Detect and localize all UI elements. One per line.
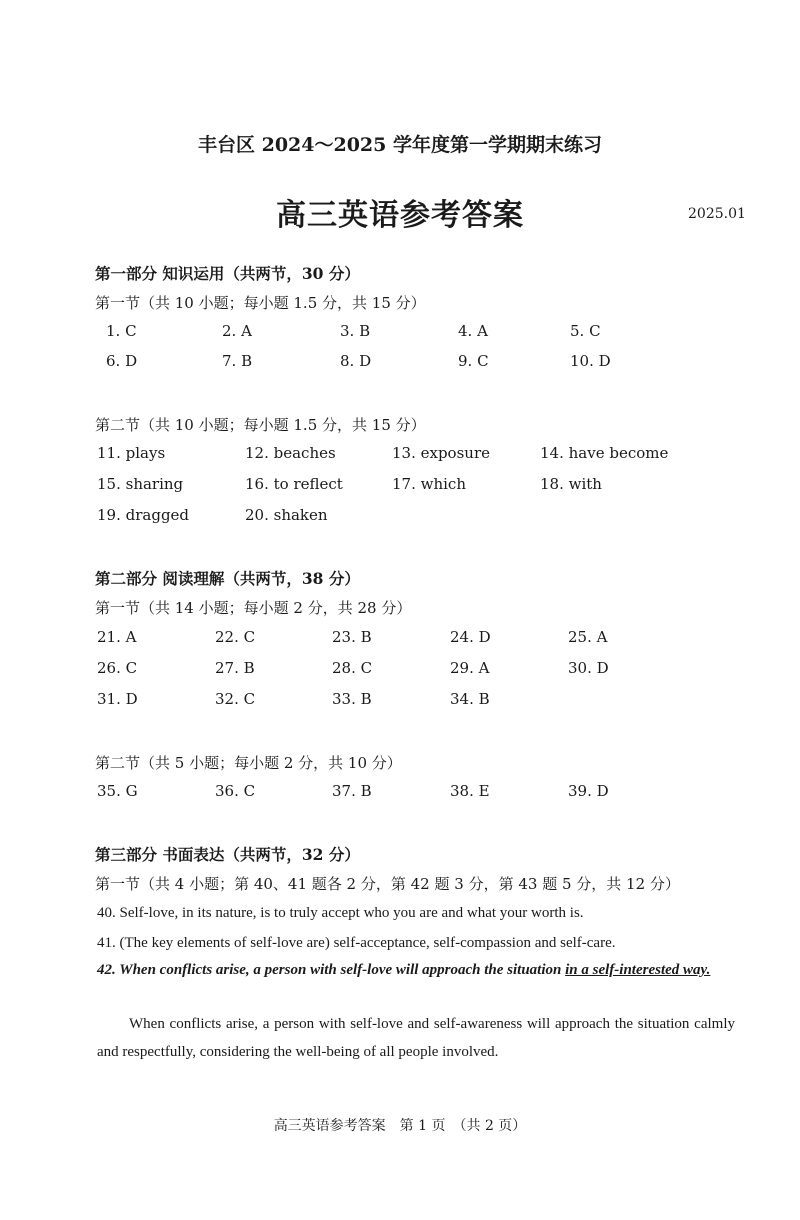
part2-sec2-heading: 第二节（共 5 小题；每小题 2 分，共 10 分） [95,754,402,772]
answer-item: 14. have become [540,444,669,462]
answer-item: 8. D [340,352,372,370]
answer-q40: 40. Self-love, in its nature, is to truly accept who you are and what your worth is. [97,905,584,921]
answer-item: 4. A [458,322,488,340]
part1-heading: 第一部分 知识运用（共两节，30 分） [95,264,360,283]
q42-underlined-phrase: in a self-interested way. [565,962,711,978]
answer-q41: 41. (The key elements of self-love are) self-acceptance, self-compassion and self-care. [97,935,616,951]
answer-item: 18. with [540,475,602,493]
answer-item: 39. D [568,782,609,800]
answer-item: 17. which [392,475,466,493]
answer-item: 23. B [332,628,372,646]
part2-heading: 第二部分 阅读理解（共两节，38 分） [95,569,360,588]
answer-item: 3. B [340,322,371,340]
part3-heading: 第三部分 书面表达（共两节，32 分） [95,845,360,864]
answer-item: 20. shaken [245,506,328,524]
page-footer: 高三英语参考答案 第 1 页 （共 2 页） [273,1118,527,1134]
part1-sec1-heading: 第一节（共 10 小题；每小题 1.5 分，共 15 分） [95,294,426,312]
answer-item: 34. B [450,690,490,708]
answer-item: 32. C [215,690,256,708]
q42-statement: 42. When conflicts arise, a person with self-love will approach the situation [97,962,566,978]
answer-item: 22. C [215,628,256,646]
answer-item: 31. D [97,690,138,708]
part3-sec1-heading: 第一节（共 4 小题；第 40、41 题各 2 分，第 42 题 3 分，第 43 题 5 分，共 12 分） [95,875,680,893]
answer-item: 24. D [450,628,491,646]
answer-item: 29. A [450,659,490,677]
answer-item: 2. A [222,322,252,340]
exam-subtitle: 丰台区 2024～2025 学年度第一学期期末练习 [198,134,602,156]
answer-item: 26. C [97,659,138,677]
answer-item: 37. B [332,782,372,800]
answer-item: 7. B [222,352,253,370]
part2-sec1-heading: 第一节（共 14 小题；每小题 2 分，共 28 分） [95,599,412,617]
answer-item: 36. C [215,782,256,800]
answer-item: 21. A [97,628,137,646]
answer-item: 16. to reflect [245,475,343,493]
answer-item: 35. G [97,782,138,800]
part1-sec2-heading: 第二节（共 10 小题；每小题 1.5 分，共 15 分） [95,416,426,434]
answer-item: 30. D [568,659,609,677]
answer-item: 13. exposure [392,444,490,462]
answer-item: 38. E [450,782,490,800]
answer-item: 11. plays [97,444,166,462]
answer-item: 33. B [332,690,372,708]
answer-q42: When conflicts arise, a person with self-love and self-awareness will approach the situation calmly and respectfully, considering the well-being of all people involved. [97,1016,735,1060]
answer-item: 10. D [570,352,611,370]
page-title: 高三英语参考答案 [276,198,524,233]
answer-item: 12. beaches [245,444,336,462]
answer-item: 28. C [332,659,373,677]
answer-item: 19. dragged [97,506,190,524]
question-q42 [97,958,735,982]
answer-item: 15. sharing [97,475,184,493]
answer-item: 1. C [106,322,137,340]
answer-item: 6. D [106,352,138,370]
answer-item: 27. B [215,659,255,677]
date-label: 2025.01 [688,206,746,222]
answer-item: 25. A [568,628,608,646]
answer-item: 9. C [458,352,489,370]
answer-item: 5. C [570,322,601,340]
